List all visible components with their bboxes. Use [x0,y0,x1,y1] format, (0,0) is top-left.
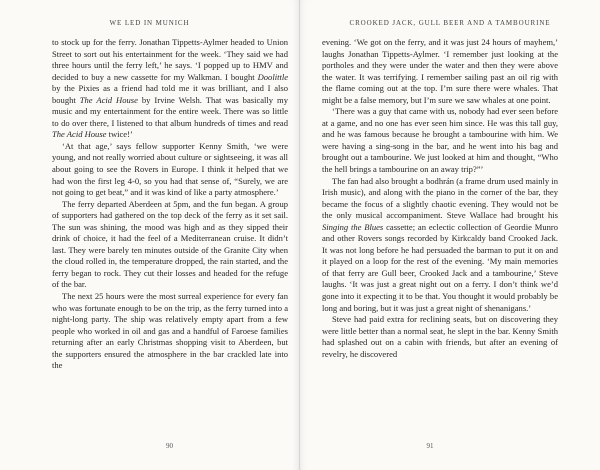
left-page-body [52,37,288,372]
paragraph [52,37,288,141]
running-head-left: WE LED IN MUNICH [109,19,190,27]
text-run: evening. ‘We got on the ferry, and it was just 24 hours of mayhem,’ laughs Jonathan Tippetts-Aylmer. ‘I remember just looking at the portholes and they were under the water and then they were above the water. It was terrifying. I remember sailing past an oil rig with the flame coming out at the top. I’m sure there were whales. That might be a false memory, but I’m sure we saw whales at one point. [322,37,558,105]
text-run: ‘At that age,’ says fellow supporter Kenny Smith, ‘we were young, and not really worried about culture or sightseeing, it was all about going to see the Rovers in Europe. I think it helped that we had won the first leg 4-0, so you had that sense of, “Surely, we are not going to get beat,” and it was kind of like a party atmosphere.’ [52,140,288,198]
paragraph [322,37,558,106]
running-head-right: CROOKED JACK, GULL BEER AND A TAMBOURINE [349,19,551,27]
italic-title: The Acid House [79,94,138,105]
paragraph [322,176,558,315]
text-run: by the Pixies as a friend had told me it was brilliant, and I also bought [52,83,288,105]
italic-title: Singing the Blues [322,221,384,232]
paragraph [52,291,288,372]
text-run: The ferry departed Aberdeen at 5pm, and the fun began. A group of supporters had gathered on the top deck of the ferry as it set sail. The sun was shining, the mood was high and as they sipped their drink of choice, it had the feel of a Mediterranean cruise. It didn’t last. They were barely ten minutes outside of the Granite City when the cloud rolled in, the temperature dropped, the rain started, and the ferry began to rock. They cut their losses and headed for the refuge of the bar. [52,198,288,290]
paragraph [52,141,288,199]
right-page [300,0,600,470]
paragraph [52,199,288,291]
text-run: The next 25 hours were the most surreal experience for every fan who was fortunate enough to be on the trip, as the ferry turned into a night-long party. The ship was relatively empty apart from a few people who worked in oil and gas and a handful of Faroese families returning after an early Christmas shopping visit to Aberdeen, but the supporters ensured the atmosphere in the bar crackled late into the [52,291,288,371]
paragraph [322,106,558,175]
page-number-left: 90 [166,442,173,450]
italic-title: The Acid House [52,129,107,140]
text-run: Steve had paid extra for reclining seats, but on discovering they were little better than a normal seat, he slept in the bar. Kenny Smith had splashed out on a cabin with friends, but after an evening of revelry, he discovered [322,314,558,359]
text-run: by Irvine Welsh. That was basically my music and my entertainment for the entire week. There was so little to do over there, I listened to that album hundreds of times and read [52,94,288,128]
text-run: The fan had also brought a bodhrán (a frame drum used mainly in Irish music), and along with the piano in the corner of the bar, they became the focus of a slightly chaotic evening. They would not be the only musical accompaniment. Steve Wallace had brought his [322,175,558,221]
italic-title: Doolittle [257,71,288,82]
text-run: cassette; an eclectic collection of Geordie Munro and other Rovers songs recorded by Kirkcaldy band Crooked Jack. It was not long before he had persuaded the barman to put it on and it played on a loop for the rest of the evening. ‘My main memories of that ferry are Gull beer, Crooked Jack and a tambourine,’ Steve laughs. ‘It was just a great night out on a ferry. I don’t think we’d gone into it expecting it to be that. You thought it would probably be long and boring, but it was just a great night of shenanigans.’ [322,221,558,313]
paragraph [322,314,558,360]
text-run: to stock up for the ferry. Jonathan Tippetts-Aylmer headed to Union Street to sort out his entertainment for the week. ‘They said we had three hours until the ferry left,’ he says. ‘I popped up to HMV and decided to buy a new cassette for my Walkman. I bought [52,37,288,82]
text-run: ‘There was a guy that came with us, nobody had ever seen before at a game, and no one has ever seen him since. He was this tall guy, and he was famous because he brought a tambourine with him. We were having a sing-song in the bar, and he went into his bag and brought out a tambourine. We just looked at him and thought, “Who the hell brings a tambourine on an away trip?”’ [322,106,558,175]
page-number-right: 91 [426,442,434,450]
right-page-body [322,37,558,360]
text-run: twice!’ [106,129,133,140]
